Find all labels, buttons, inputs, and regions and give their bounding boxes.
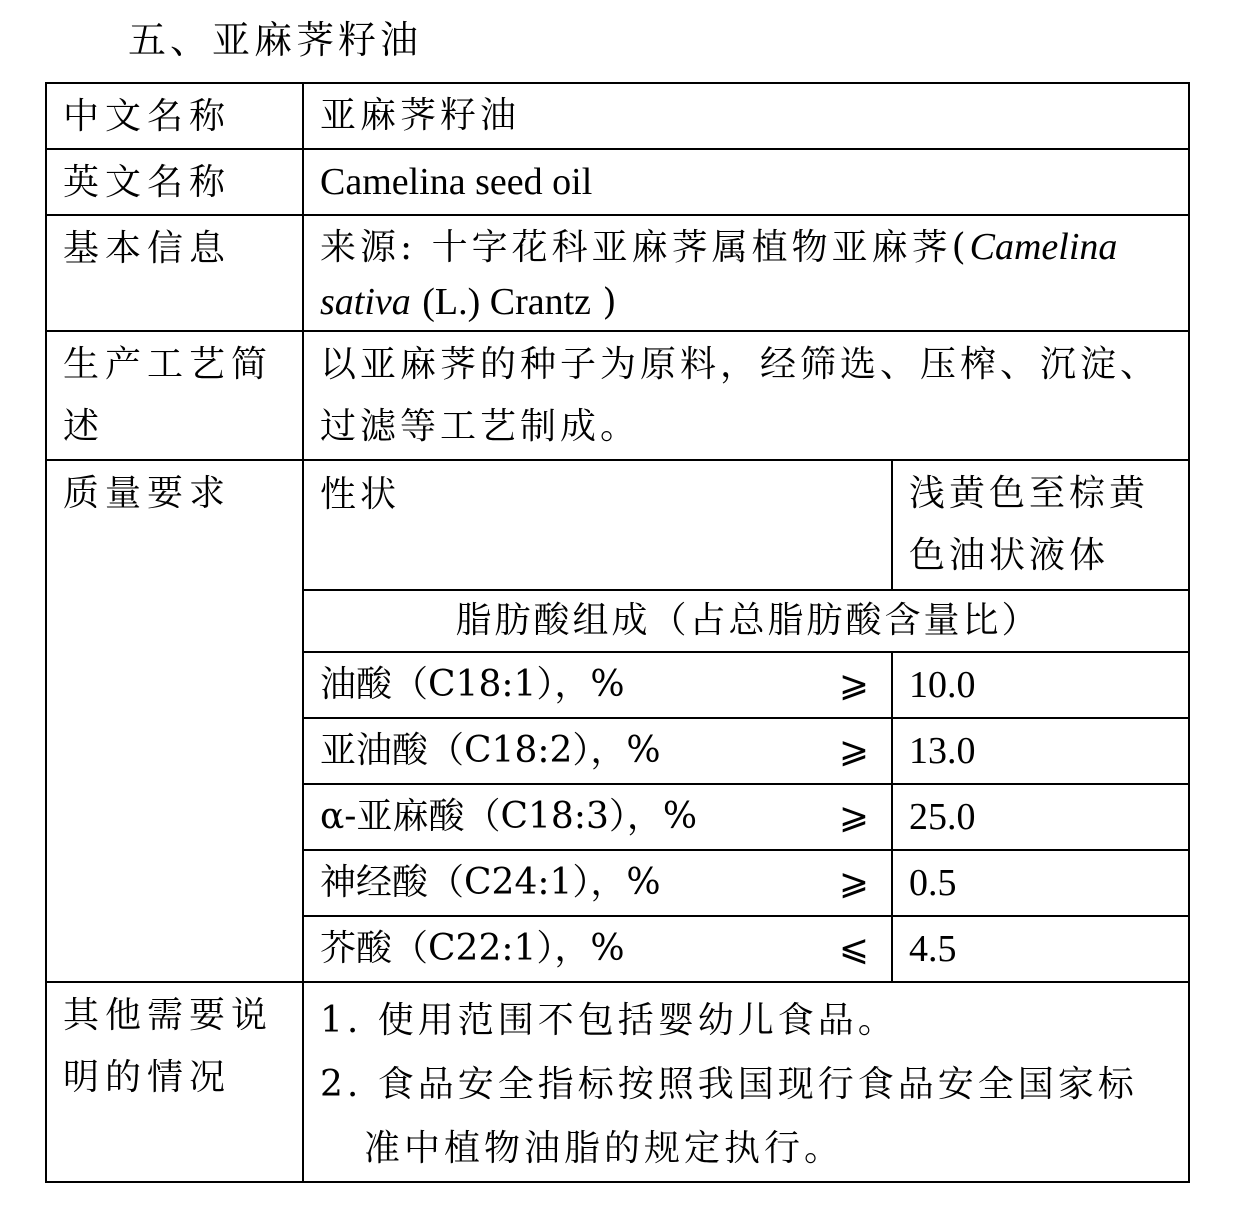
note-2-line1: 2. 食品安全指标按照我国现行食品安全国家标 <box>320 1064 1138 1105</box>
process-label <box>46 331 303 460</box>
note-1: 1. 使用范围不包括婴幼儿食品。 <box>320 1000 898 1041</box>
fatty-acid-value: 10.0 <box>892 652 1189 718</box>
basic-info-prefix: 来源: 十字花科亚麻荠属植物亚麻荠( <box>320 227 970 268</box>
chinese-name-value: 亚麻荠籽油 <box>303 83 1189 149</box>
appearance-label: 性状 <box>303 460 892 590</box>
row-chinese-name <box>46 83 1189 149</box>
note-2-line2: 准中植物油脂的规定执行。 <box>364 1128 845 1169</box>
process-label-line2: 述 <box>63 406 106 447</box>
fatty-acid-label: 神经酸（C24:1），% <box>320 862 661 903</box>
row-basic-info <box>46 215 1189 331</box>
comparison-operator: ⩾ <box>838 796 869 837</box>
fatty-acid-value: 0.5 <box>892 850 1189 916</box>
fatty-acid-header: 脂肪酸组成（占总脂肪酸含量比） <box>303 590 1189 652</box>
quality-label: 质量要求 <box>46 460 303 982</box>
basic-info-suffix: ) <box>602 282 617 323</box>
latin-species: sativa <box>320 281 411 323</box>
process-value <box>303 331 1189 460</box>
english-name-label: 英文名称 <box>46 149 303 215</box>
comparison-operator: ⩾ <box>838 664 869 705</box>
fatty-acid-value: 25.0 <box>892 784 1189 850</box>
row-process <box>46 331 1189 460</box>
appearance-value-line2: 色油状液体 <box>909 535 1110 576</box>
process-line2: 过滤等工艺制成。 <box>320 406 641 447</box>
other-label-line1: 其他需要说 <box>63 995 274 1036</box>
english-name-value: Camelina seed oil <box>303 149 1189 215</box>
fatty-acid-label: 亚油酸（C18:2），% <box>320 730 661 771</box>
comparison-operator: ⩾ <box>838 862 869 903</box>
fatty-acid-name <box>303 850 892 916</box>
section-title: 五、亚麻荠籽油 <box>128 18 423 62</box>
chinese-name-label: 中文名称 <box>46 83 303 149</box>
fatty-acid-label: α-亚麻酸（C18:3），% <box>320 796 698 837</box>
fatty-acid-value: 13.0 <box>892 718 1189 784</box>
other-notes-value <box>303 982 1189 1182</box>
row-other-notes <box>46 982 1189 1182</box>
process-label-line1: 生产工艺简 <box>63 344 274 385</box>
latin-genus: Camelina <box>969 226 1118 268</box>
appearance-value <box>892 460 1189 590</box>
fatty-acid-name <box>303 916 892 982</box>
latin-authority: (L.) Crantz <box>422 281 592 323</box>
spec-table <box>45 82 1190 1183</box>
comparison-operator: ⩽ <box>838 928 869 969</box>
process-line1: 以亚麻荠的种子为原料，经筛选、压榨、沉淀、 <box>320 344 1161 385</box>
row-english-name <box>46 149 1189 215</box>
fatty-acid-name <box>303 652 892 718</box>
basic-info-value <box>303 215 1189 331</box>
basic-info-label: 基本信息 <box>46 215 303 331</box>
fatty-acid-name <box>303 718 892 784</box>
row-appearance <box>46 460 1189 590</box>
fatty-acid-label: 芥酸（C22:1），% <box>320 928 625 969</box>
appearance-value-line1: 浅黄色至棕黄 <box>909 473 1150 514</box>
fatty-acid-value: 4.5 <box>892 916 1189 982</box>
fatty-acid-name <box>303 784 892 850</box>
comparison-operator: ⩾ <box>838 730 869 771</box>
fatty-acid-label: 油酸（C18:1），% <box>320 664 625 705</box>
other-label-line2: 明的情况 <box>63 1057 232 1098</box>
other-notes-label <box>46 982 303 1182</box>
